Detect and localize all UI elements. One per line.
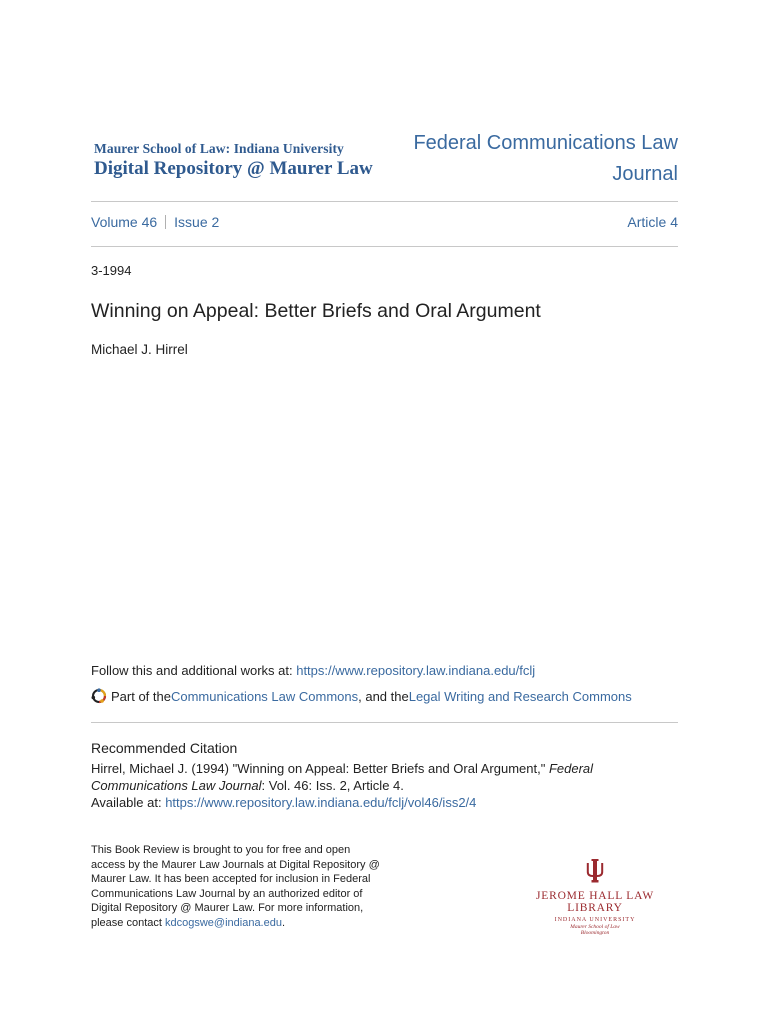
- network-commons-icon: [91, 688, 107, 704]
- follow-line: [91, 663, 535, 678]
- library-name: JEROME HALL LAW LIBRARY: [536, 890, 654, 914]
- notice-end: .: [281, 916, 286, 929]
- library-logo[interactable]: [510, 858, 680, 936]
- part-of-middle: , and the: [358, 688, 409, 704]
- citation-start: Hirrel, Michael J. (1994) "Winning on Appeal: Better Briefs and Oral Argument,": [91, 761, 549, 776]
- header: [91, 128, 678, 188]
- citation-end: : Vol. 46: Iss. 2, Article 4.: [261, 778, 404, 793]
- library-school: Maurer School of Law: [570, 924, 620, 930]
- follow-link[interactable]: https://www.repository.law.indiana.edu/fclj: [296, 663, 536, 678]
- divider-citation: [91, 722, 678, 723]
- repository-logo-line1: Maurer School of Law: Indiana University: [94, 141, 344, 156]
- volume-link[interactable]: Volume 46: [91, 214, 158, 230]
- available-link[interactable]: https://www.repository.law.indiana.edu/fclj/vol46/iss2/4: [165, 795, 477, 810]
- citation-journal: Federal Communications Law Journal: [91, 761, 594, 793]
- legal-writing-commons-link[interactable]: Legal Writing and Research Commons: [408, 688, 632, 704]
- cover-page: [91, 0, 678, 1024]
- contact-email-link[interactable]: kdcogswe@indiana.edu: [165, 916, 282, 929]
- available-prefix: Available at:: [91, 795, 166, 810]
- communications-law-commons-link[interactable]: Communications Law Commons: [170, 688, 359, 704]
- access-notice: [91, 843, 381, 931]
- issue-separator: [165, 215, 166, 229]
- library-location: Bloomington: [580, 930, 610, 936]
- iu-trident-icon: [584, 858, 606, 884]
- library-university: INDIANA UNIVERSITY: [554, 917, 636, 923]
- repository-logo[interactable]: [94, 141, 373, 180]
- issue-link[interactable]: Issue 2: [174, 214, 220, 230]
- part-of-line: [91, 688, 632, 704]
- article-link[interactable]: Article 4: [627, 214, 678, 230]
- citation-text: [91, 760, 678, 811]
- citation-heading: Recommended Citation: [91, 740, 238, 756]
- issue-row: [91, 214, 678, 230]
- publication-date: 3-1994: [91, 263, 132, 278]
- divider-top: [91, 201, 678, 202]
- notice-text: This Book Review is brought to you for free and open access by the Maurer Law Journals at Digital Repository @ Maurer Law. It has been accepted for inclusion in Federal Communications Law Journal by an authorized editor of Digital Repository @ Maurer Law. For more information, please contact: [91, 844, 380, 929]
- document-title: Winning on Appeal: Better Briefs and Oral Argument: [91, 300, 541, 322]
- document-author: Michael J. Hirrel: [91, 342, 188, 357]
- journal-title-link[interactable]: Federal Communications Law Journal: [413, 132, 678, 185]
- part-of-prefix: Part of the: [111, 688, 171, 704]
- repository-logo-line2: Digital Repository @ Maurer Law: [94, 158, 373, 179]
- divider-issue: [91, 246, 678, 247]
- follow-prefix: Follow this and additional works at:: [91, 663, 297, 678]
